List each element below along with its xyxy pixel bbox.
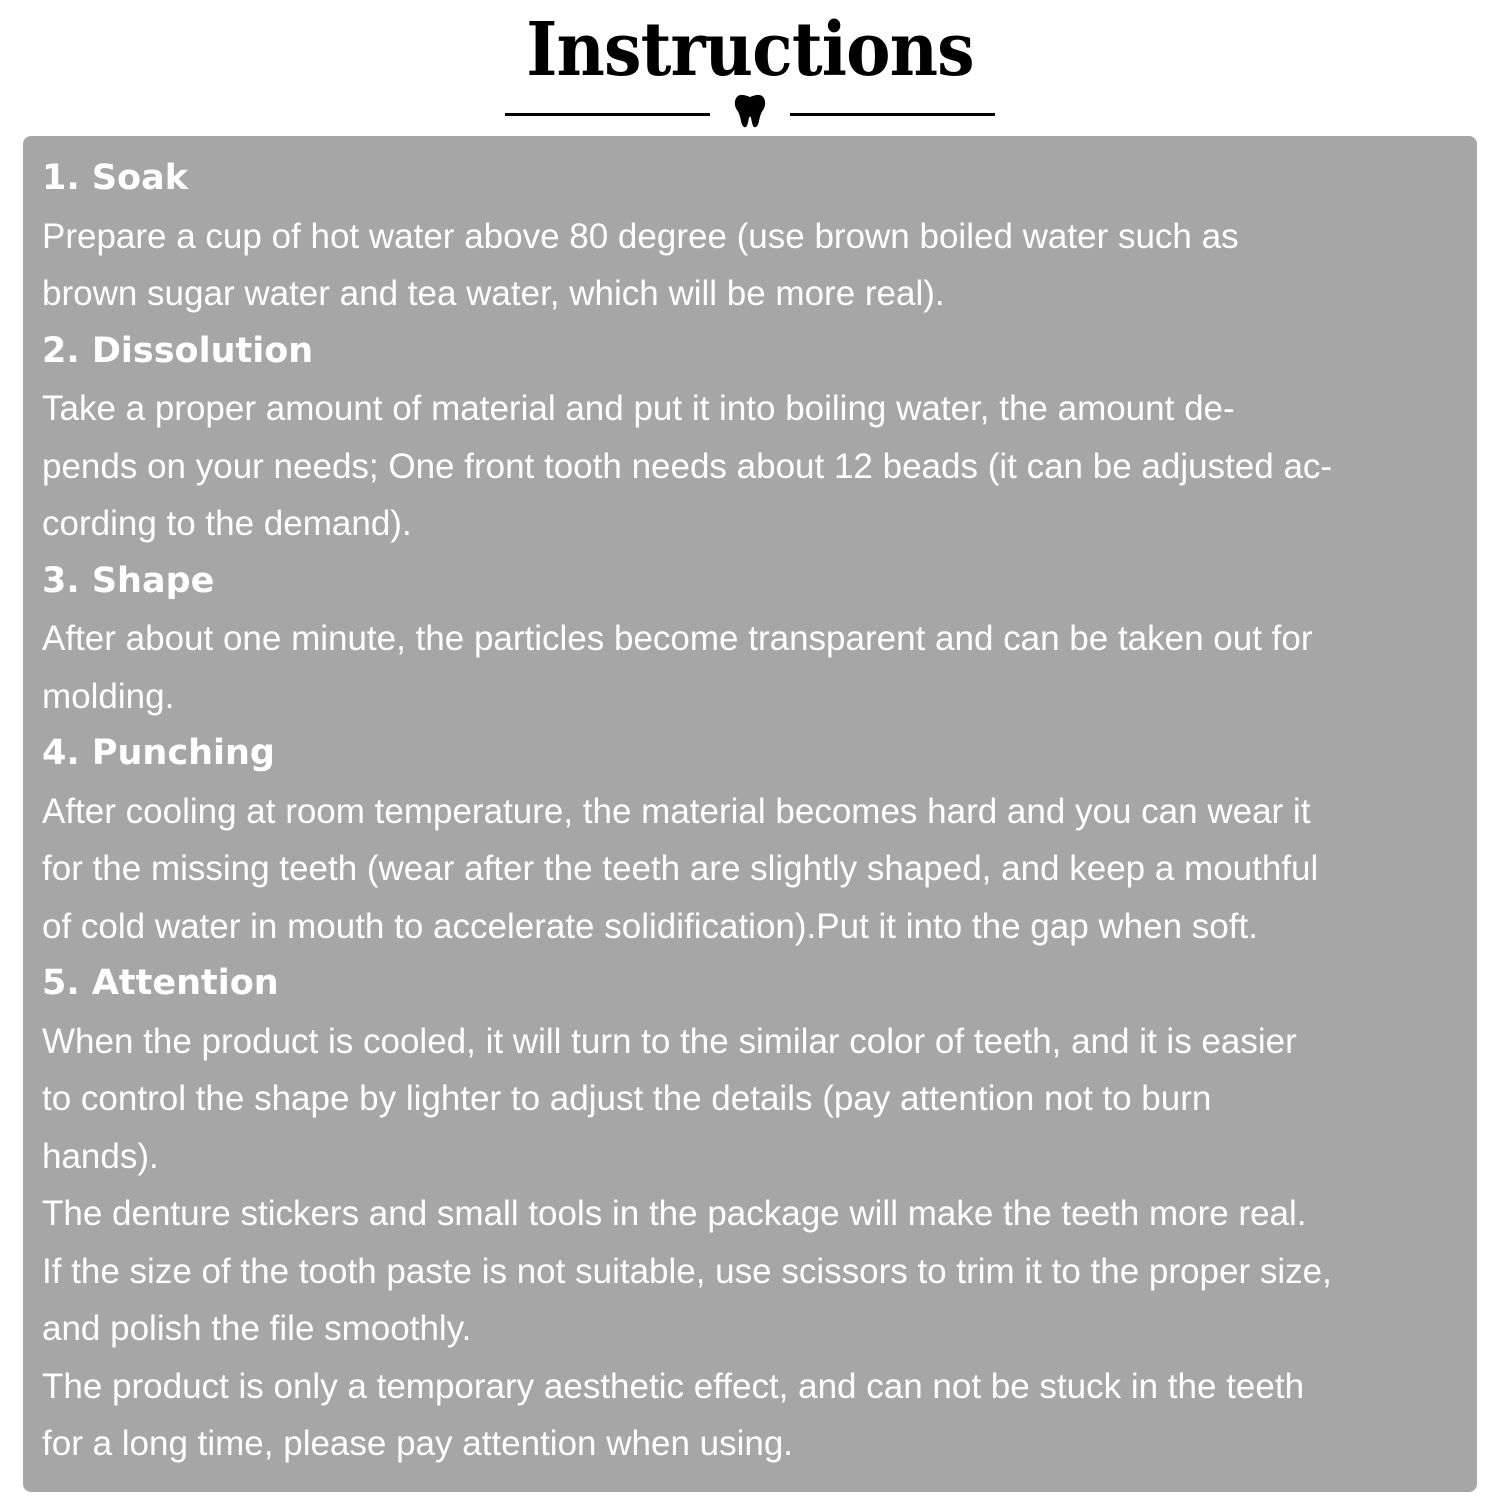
section-text-line: hands). [42,1136,159,1176]
section-text-line: After cooling at room temperature, the material becomes hard and you can wear it [42,791,1311,831]
section-text-line: brown sugar water and tea water, which will be more real). [42,274,945,313]
header [0,0,1500,136]
section-heading-attention: 5. Attention [42,963,279,1003]
title-divider-right [790,113,995,116]
section-text-line: molding. [42,676,175,716]
section-text-line: pends on your needs; One front tooth needs about 12 beads (it can be adjusted ac- [42,446,1333,486]
section-text-line: for a long time, please pay attention when using. [42,1424,794,1463]
section-heading-soak: 1. Soak [42,158,188,198]
section-text-line: After about one minute, the particles become transparent and can be taken out for [42,619,1313,658]
section-text-line: The product is only a temporary aesthetic effect, and can not be stuck in the teeth [42,1366,1305,1406]
section-text-line: Prepare a cup of hot water above 80 degree (use brown boiled water such as [42,216,1239,256]
section-text-line: to control the shape by lighter to adjust the details (pay attention not to burn [42,1079,1212,1118]
section-text-line: When the product is cooled, it will turn to the similar color of teeth, and it is easier [42,1021,1297,1061]
page-title: Instructions [526,7,974,93]
instructions-panel [23,136,1477,1492]
section-text-line: and polish the file smoothly. [42,1309,472,1348]
section-text-line: of cold water in mouth to accelerate solidification).Put it into the gap when soft. [42,906,1258,946]
instructions-content [42,150,1462,1473]
tooth-icon [733,93,767,129]
section-heading-dissolution: 2. Dissolution [42,330,314,371]
section-heading-shape: 3. Shape [42,560,215,601]
section-text-line: cording to the demand). [42,504,412,543]
section-text-line: Take a proper amount of material and put it into boiling water, the amount de- [42,389,1235,428]
section-heading-punching: 4. Punching [42,733,275,773]
section-text-line: If the size of the tooth paste is not suitable, use scissors to trim it to the proper size, [42,1251,1332,1291]
section-text-line: for the missing teeth (wear after the teeth are slightly shaped, and keep a mouthful [42,849,1319,888]
title-divider-left [505,113,710,116]
section-text-line: The denture stickers and small tools in the package will make the teeth more real. [42,1194,1307,1233]
